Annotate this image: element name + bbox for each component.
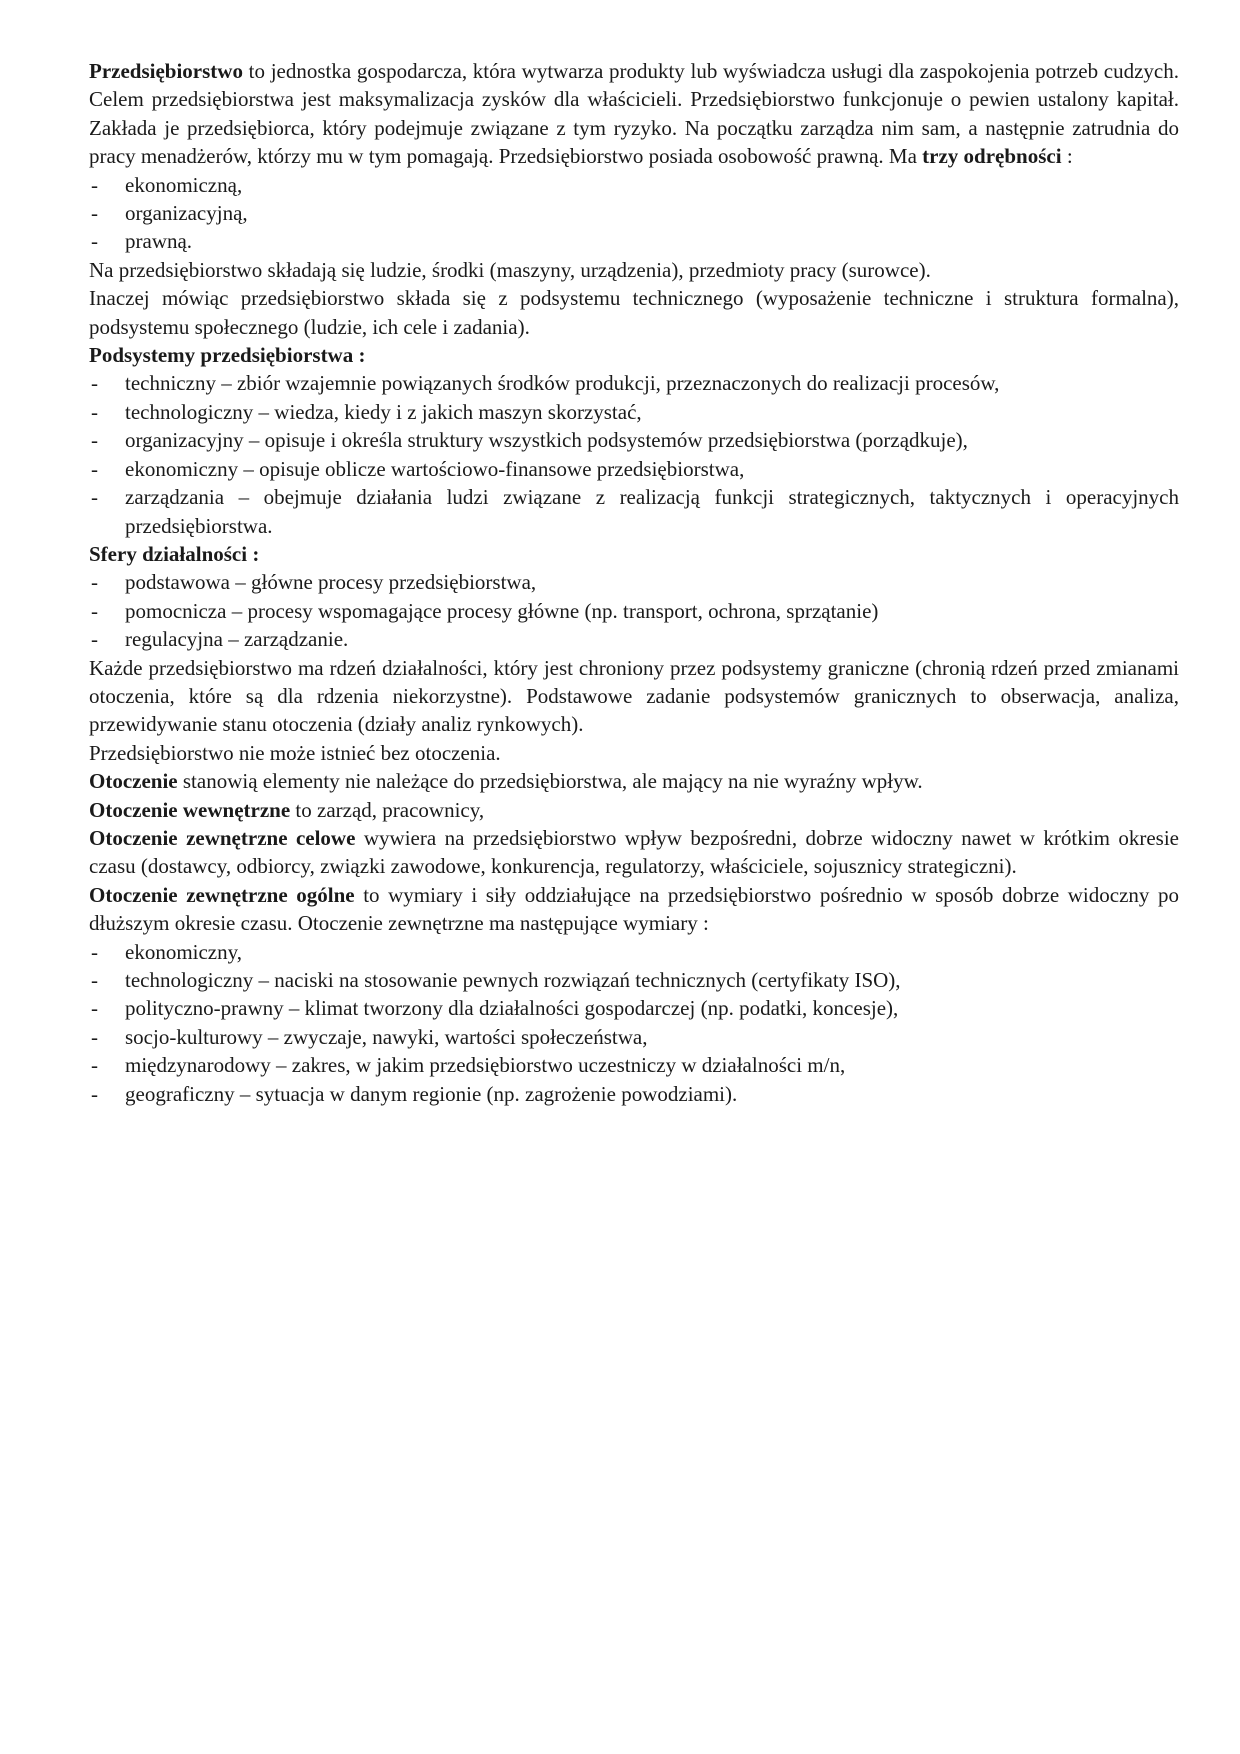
bullet-dash: - bbox=[91, 627, 98, 652]
list-item: - pomocnicza – procesy wspomagające procesy główne (np. transport, ochrona, sprzątanie) bbox=[89, 597, 1179, 625]
odrebnosci-list bbox=[89, 171, 1179, 256]
list-item: - zarządzania – obejmuje działania ludzi związane z realizacją funkcji strategicznych, taktycznych i operacyjnych przedsiębiorstwa. bbox=[91, 485, 1179, 538]
paragraph-sklad: Na przedsiębiorstwo składają się ludzie, środki (maszyny, urządzenia), przedmioty pracy (surowce). bbox=[89, 257, 931, 282]
document-page bbox=[89, 57, 1179, 1108]
bullet-dash: - bbox=[91, 229, 98, 254]
list-item: - technologiczny – wiedza, kiedy i z jakich maszyn skorzystać, bbox=[89, 398, 1179, 426]
list-item: - regulacyjna – zarządzanie. bbox=[89, 625, 1179, 653]
bullet-dash: - bbox=[91, 399, 98, 424]
paragraph-otoczenie: Otoczenie stanowią elementy nie należące do przedsiębiorstwa, ale mający na nie wyraźny wpływ. bbox=[89, 769, 923, 794]
bullet-dash: - bbox=[91, 371, 98, 396]
intro-paragraph bbox=[89, 57, 1179, 171]
term-trzy-odrebnosci: trzy odrębności bbox=[922, 144, 1062, 169]
term-otoczenie: Otoczenie bbox=[89, 769, 178, 794]
bullet-dash: - bbox=[91, 996, 98, 1021]
bullet-dash: - bbox=[91, 428, 98, 453]
list-item: - polityczno-prawny – klimat tworzony dla działalności gospodarczej (np. podatki, koncesje), bbox=[89, 994, 1179, 1022]
paragraph-inaczej: Inaczej mówiąc przedsiębiorstwo składa się z podsystemu technicznego (wyposażenie techniczne i struktura formalna), podsystemu społecznego (ludzie, ich cele i zadania). bbox=[89, 286, 1179, 339]
list-item: - prawną. bbox=[89, 227, 1179, 255]
paragraph-bez-otoczenia: Przedsiębiorstwo nie może istnieć bez otoczenia. bbox=[89, 740, 501, 765]
term-otoczenie-wewnetrzne: Otoczenie wewnętrzne bbox=[89, 797, 291, 822]
paragraph-otoczenie-wewnetrzne: Otoczenie wewnętrzne to zarząd, pracownicy, bbox=[89, 797, 485, 822]
list-item: - organizacyjny – opisuje i określa struktury wszystkich podsystemów przedsiębiorstwa (porządkuje), bbox=[89, 426, 1179, 454]
list-item: - międzynarodowy – zakres, w jakim przedsiębiorstwo uczestniczy w działalności m/n, bbox=[89, 1051, 1179, 1079]
list-item: - ekonomiczną, bbox=[89, 171, 1179, 199]
bullet-dash: - bbox=[91, 1081, 98, 1106]
intro-text: to jednostka gospodarcza, która wytwarza produkty lub wyświadcza usługi dla zaspokojenia potrzeb cudzych. Celem przedsiębiorstwa jest maksymalizacja zysków dla właścicieli. Przedsiębiorstwo funkcjonuje o pewien ustalony kapitał. Zakłada je przedsiębiorca, który podejmuje związane z tym ryzyko. Na początku zarządza nim sam, a następnie zatrudnia do pracy menadżerów, którzy mu w tym pomagają. Przedsiębiorstwo posiada osobowość prawną. Ma bbox=[89, 59, 1179, 169]
list-item: - technologiczny – naciski na stosowanie pewnych rozwiązań technicznych (certyfikaty ISO), bbox=[89, 966, 1179, 994]
bullet-dash: - bbox=[91, 939, 98, 964]
bullet-dash: - bbox=[91, 485, 98, 510]
paragraph-otoczenie-ogolne: Otoczenie zewnętrzne ogólne to wymiary i siły oddziałujące na przedsiębiorstwo pośrednio w sposób dobrze widoczny po dłuższym okresie czasu. Otoczenie zewnętrzne ma następujące wymiary : bbox=[89, 882, 1179, 936]
term-otoczenie-ogolne: Otoczenie zewnętrzne ogólne bbox=[89, 882, 355, 907]
list-item: - geograficzny – sytuacja w danym regionie (np. zagrożenie powodziami). bbox=[89, 1080, 1179, 1108]
bullet-dash: - bbox=[91, 456, 98, 481]
bullet-dash: - bbox=[91, 1053, 98, 1078]
term-otoczenie-celowe: Otoczenie zewnętrzne celowe bbox=[89, 825, 356, 850]
list-item: - organizacyjną, bbox=[89, 199, 1179, 227]
list-item: - podstawowa – główne procesy przedsiębiorstwa, bbox=[89, 568, 1179, 596]
bullet-dash: - bbox=[91, 598, 98, 623]
bullet-dash: - bbox=[91, 968, 98, 992]
list-item: - ekonomiczny, bbox=[89, 938, 1179, 966]
heading-sfery: Sfery działalności : bbox=[89, 541, 260, 566]
list-item: - techniczny – zbiór wzajemnie powiązanych środków produkcji, przeznaczonych do realizacji procesów, bbox=[89, 369, 1179, 397]
heading-podsystemy: Podsystemy przedsiębiorstwa : bbox=[89, 343, 366, 368]
paragraph-otoczenie-celowe: Otoczenie zewnętrzne celowe wywiera na przedsiębiorstwo wpływ bezpośredni, dobrze widoczny nawet w krótkim okresie czasu (dostawcy, odbiorcy, związki zawodowe, konkurencja, regulatorzy, właściciele, sojusznicy strategiczni). bbox=[89, 825, 1179, 879]
list-item: - socjo-kulturowy – zwyczaje, nawyki, wartości społeczeństwa, bbox=[89, 1023, 1179, 1051]
sfery-list bbox=[89, 568, 1179, 653]
bullet-dash: - bbox=[91, 570, 98, 595]
term-przedsiebiorstwo: Przedsiębiorstwo bbox=[89, 59, 243, 83]
bullet-dash: - bbox=[91, 1024, 98, 1049]
wymiary-list bbox=[89, 938, 1179, 1108]
podsystemy-list bbox=[89, 369, 1179, 539]
list-item: - ekonomiczny – opisuje oblicze wartościowo-finansowe przedsiębiorstwa, bbox=[89, 455, 1179, 483]
paragraph-rdzen: Każde przedsiębiorstwo ma rdzeń działalności, który jest chroniony przez podsystemy graniczne (chronią rdzeń przed zmianami otoczenia, które są dla rdzenia niekorzystne). Podstawowe zadanie podsystemów granicznych to obserwacja, analiza, przewidywanie stanu otoczenia (działy analiz rynkowych). bbox=[89, 655, 1179, 737]
intro-tail: : bbox=[1061, 144, 1073, 169]
bullet-dash: - bbox=[91, 201, 98, 226]
bullet-dash: - bbox=[91, 172, 98, 197]
